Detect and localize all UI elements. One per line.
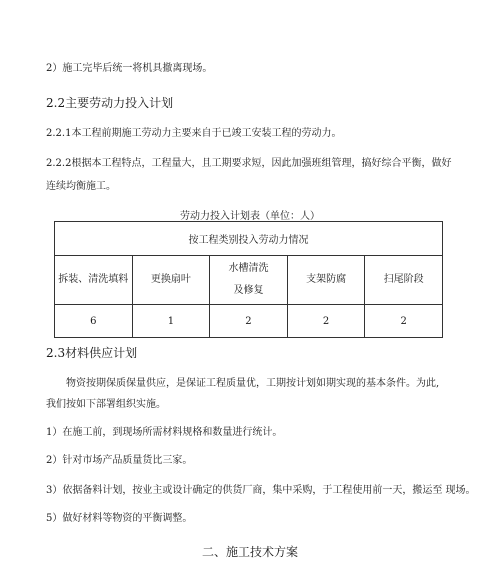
table-cell-category: 扫尾阶段 (365, 256, 443, 305)
table-header-row (55, 222, 443, 256)
table-caption: 劳动力投入计划表（单位：人） (180, 211, 320, 222)
paragraph-2-2-2-line2: 连续均衡施工。 (46, 181, 116, 192)
table-header-cell: 按工程类别投入劳动力情况 (55, 222, 443, 256)
table-value-row (55, 305, 443, 338)
table-category-row (55, 256, 443, 305)
heading-labor-plan: 2.2主要劳动力投入计划 (46, 96, 174, 110)
section-heading-construction-plan: 二、施工技术方案 (201, 545, 298, 559)
table-cell-category: 水槽清洗及修复 (210, 256, 288, 305)
table-cell-category: 支架防腐 (287, 256, 365, 305)
table-cell-value: 2 (287, 305, 365, 338)
table-cell-value: 1 (132, 305, 210, 338)
list-item: 3）依据备料计划，按业主或设计确定的供货厂商，集中采购，于工程使用前一天，搬运至 现场。 (46, 485, 476, 496)
labor-plan-table (54, 221, 443, 338)
paragraph-2-2-1: 2.2.1本工程前期施工劳动力主要来自于已竣工安装工程的劳动力。 (46, 128, 342, 139)
list-item: 2）针对市场产品质量货比三家。 (46, 455, 193, 466)
heading-material-plan: 2.3材料供应计划 (46, 346, 138, 360)
list-item: 1）在施工前，到现场所需材料规格和数量进行统计。 (46, 427, 283, 438)
text-line-withdraw-equipment: 2）施工完毕后统一将机具撤离现场。 (46, 63, 213, 74)
materials-intro-line2: 我们按如下部署组织实施。 (46, 399, 166, 410)
table-cell-category: 更换扇叶 (132, 256, 210, 305)
materials-intro-line1: 物资按期保质保量供应，是保证工程质量优，工期按计划如期实现的基本条件。为此, (66, 378, 440, 389)
table-cell-value: 2 (210, 305, 288, 338)
table-cell-value: 2 (365, 305, 443, 338)
paragraph-2-2-2-line1: 2.2.2根据本工程特点，工程量大，且工期要求短，因此加强班组管理，搞好综合平衡，做好 (46, 158, 452, 169)
table-cell-category: 拆装、清洗填料 (55, 256, 133, 305)
table-cell-value: 6 (55, 305, 133, 338)
list-item: 5）做好材料等物资的平衡调整。 (46, 513, 193, 524)
